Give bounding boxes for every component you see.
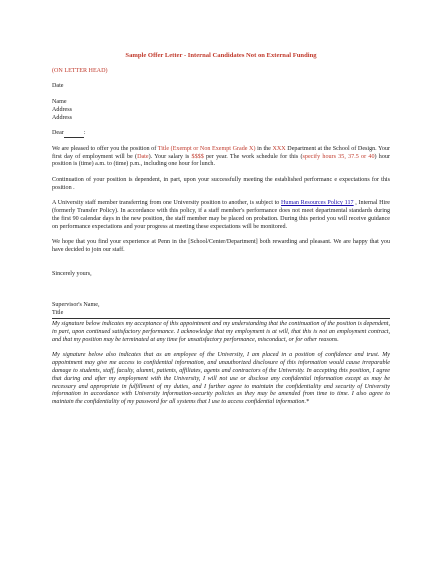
salutation: Dear : — [52, 130, 86, 137]
letter-page — [52, 52, 390, 415]
address-line: Address — [52, 114, 72, 121]
date-line: Date — [52, 83, 64, 90]
paragraph-transfer: A University staff member transferring from one University position to another, is subject to Human Resources Policy 117 , Internal Hire (formerly Transfer Policy). In accordance with this policy, if a staff member's performance does not meet departmental standards during the first 90 calendar days in the new position, the staff member may be placed on probation. During this period you will receive guidance on performance expectations and your progress at meeting these expectations will be monitored. — [52, 200, 391, 230]
closing: Sincerely yours, — [52, 270, 92, 277]
acknowledgement-section — [52, 321, 390, 407]
supervisor-name: Supervisor's Name, — [52, 301, 100, 308]
salary-field: $$$$ — [191, 153, 204, 160]
acknowledgement-employment: My signature below indicates my acceptance of this appointment and my understanding that the continuation of the position is dependent, in part, upon continued satisfactory performance. I acknowledge that my employment is at will, that this is not an employment contract, and that my position may be terminated at any time for unsatisfactory performance, misconduct, or for other reasons. — [52, 321, 390, 343]
recipient-address — [52, 99, 390, 122]
paragraph-offer: We are pleased to offer you the position of Title (Exempt or Non Exempt Grade X) in the XXX Department at the School of Design. Your first day of employment will be (Date). Your salary is $$$$ per year. The work schedule for this (specify hours 35, 37.5 or 40) hour position is (time) a.m. to (time) p.m., including one hour for lunch. — [52, 145, 390, 168]
document-title: Sample Offer Letter - Internal Candidates Not on External Funding — [125, 52, 317, 59]
acknowledgement-confidentiality: My signature below also indicates that as an employee of the University, I am placed in a position of confidence and trust. My appointment may give me access to confidential information, and unauthorized disclosure of this information would cause irreparable damage to students, staff, faculty, alumni, patients, affiliates, agents and contractors of the University. In accepting this position, I agree that during and after my employment with the University, I will not use or disclose any confidential information except as may be necessary and appropriate in fulfillment of my duties, and I further agree to maintain the confidentiality and security of University information in accordance with University information-security policies as they may be amended from time to time. I also agree to maintain the confidentiality of my password for all systems that I use to access confidential information.* — [52, 352, 390, 406]
title-field: Title (Exempt or Non Exempt Grade X) — [157, 145, 256, 152]
signature-block — [52, 302, 390, 318]
paragraph-continuation: Continuation of your position is dependent, in part, upon your successfully meeting the established performanc e expectations for this position . — [52, 176, 390, 191]
paragraph-welcome: We hope that you find your experience at Penn in the [School/Center/Department] both rewarding and pleasant. We are happy that you have decided to join our staff. — [52, 239, 390, 254]
department-field: XXX — [272, 145, 286, 152]
address-line: Address — [52, 106, 72, 113]
date-field: Date — [137, 153, 149, 160]
supervisor-title: Title — [52, 309, 64, 316]
hours-field: specify hours 35, 37.5 or 40 — [302, 153, 375, 160]
address-line: Name — [52, 98, 67, 105]
policy-link[interactable]: Human Resources Policy 117 — [281, 200, 354, 207]
letterhead-placeholder: (ON LETTER HEAD) — [52, 67, 108, 74]
name-blank — [64, 131, 84, 138]
signature-line — [52, 318, 390, 319]
